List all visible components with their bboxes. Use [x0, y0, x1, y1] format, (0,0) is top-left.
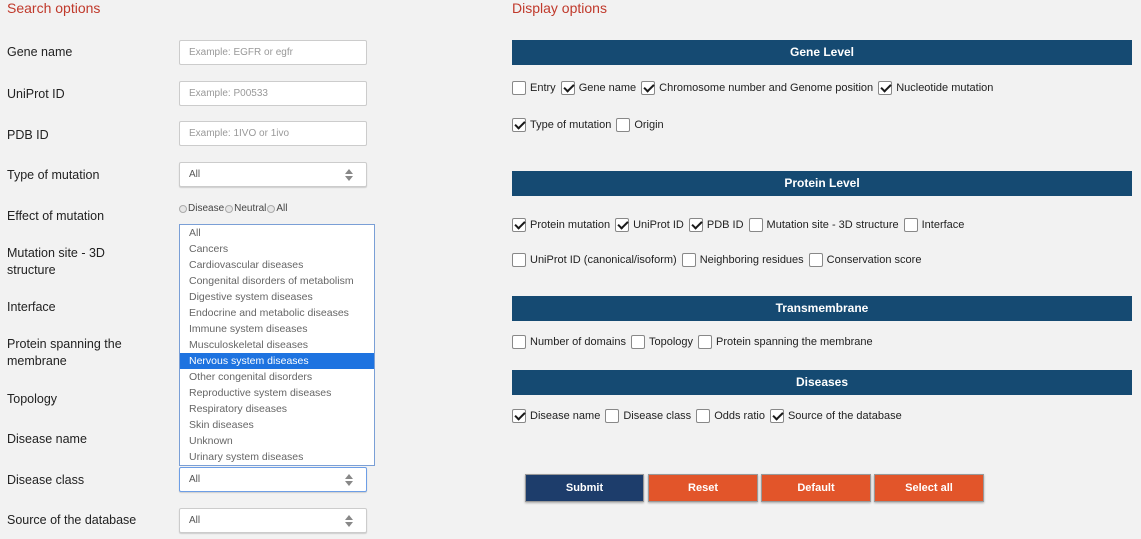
display-option[interactable] [682, 253, 804, 267]
checkbox-icon[interactable] [749, 218, 763, 232]
disease-class-option[interactable]: Digestive system diseases [189, 291, 313, 303]
disease-class-option[interactable]: Musculoskeletal diseases [189, 339, 309, 351]
display-option[interactable] [689, 218, 744, 232]
checkbox-icon[interactable] [696, 409, 710, 423]
disease-class-option[interactable]: Nervous system diseases [180, 353, 374, 369]
display-option-label: Origin [634, 119, 664, 131]
display-option-label: Mutation site - 3D structure [766, 219, 899, 231]
checkbox-checked-icon[interactable] [512, 409, 526, 423]
checkbox-icon[interactable] [698, 335, 712, 349]
display-option[interactable] [512, 81, 556, 95]
uniprot-id-input[interactable] [179, 81, 367, 106]
display-option[interactable] [512, 218, 610, 232]
disease-class-option[interactable]: Other congenital disorders [189, 371, 313, 383]
effect-radio-all[interactable] [267, 203, 287, 214]
effect-of-mutation-radios [179, 203, 289, 214]
checkbox-checked-icon[interactable] [615, 218, 629, 232]
display-option[interactable] [561, 81, 636, 95]
search-options-title: Search options [7, 0, 101, 16]
display-options-title: Display options [512, 0, 607, 16]
disease-class-option[interactable]: Respiratory diseases [189, 403, 288, 415]
display-option-label: Disease name [530, 410, 601, 422]
display-option-label: Neighboring residues [699, 254, 804, 266]
checkbox-icon[interactable] [605, 409, 619, 423]
checkbox-icon[interactable] [682, 253, 696, 267]
disease-class-option[interactable]: Cancers [189, 243, 229, 255]
checkbox-icon[interactable] [904, 218, 918, 232]
effect-radio-neutral[interactable] [225, 203, 266, 214]
protein-level-header: Protein Level [512, 171, 1132, 196]
display-option-label: Disease class [623, 410, 692, 422]
pdb-id-input[interactable] [179, 121, 367, 146]
display-option[interactable] [904, 218, 965, 232]
display-option[interactable] [641, 81, 873, 95]
effect-radio-label: Disease [188, 203, 225, 214]
diseases-header: Diseases [512, 370, 1132, 395]
display-option-label: Conservation score [826, 254, 922, 266]
checkbox-icon[interactable] [616, 118, 630, 132]
source-db-label: Source of the database [7, 513, 137, 527]
display-option-label: Nucleotide mutation [896, 82, 994, 94]
transmembrane-row-1 [512, 335, 878, 349]
disease-class-option[interactable]: Reproductive system diseases [189, 387, 332, 399]
radio-icon[interactable] [267, 205, 275, 213]
disease-class-value: All [189, 474, 201, 485]
display-option-label: Gene name [578, 82, 637, 94]
effect-radio-label: All [276, 203, 288, 214]
topology-label: Topology [7, 392, 58, 406]
radio-icon[interactable] [225, 205, 233, 213]
submit-button[interactable]: Submit [525, 474, 644, 502]
display-option[interactable] [616, 118, 663, 132]
select-arrows-icon [344, 168, 354, 182]
checkbox-checked-icon[interactable] [512, 218, 526, 232]
disease-class-option[interactable]: Immune system diseases [189, 323, 308, 335]
display-option-label: Chromosome number and Genome position [659, 82, 874, 94]
radio-icon[interactable] [179, 205, 187, 213]
diseases-row-1 [512, 409, 907, 423]
type-of-mutation-value: All [189, 169, 201, 180]
gene-level-row-2 [512, 118, 669, 132]
checkbox-icon[interactable] [809, 253, 823, 267]
display-option[interactable] [512, 335, 626, 349]
disease-class-option[interactable]: Unknown [189, 435, 233, 447]
display-option-label: UniProt ID (canonical/isoform) [530, 254, 677, 266]
display-option[interactable] [605, 409, 691, 423]
display-option-label: UniProt ID [633, 219, 684, 231]
display-option[interactable] [698, 335, 873, 349]
gene-name-input[interactable] [179, 40, 367, 65]
display-option-label: Interface [921, 219, 965, 231]
source-db-value: All [189, 515, 201, 526]
checkbox-icon[interactable] [512, 335, 526, 349]
mutation-site-label: Mutation site - 3D structure [7, 246, 105, 277]
display-option-label: Protein mutation [530, 219, 611, 231]
checkbox-checked-icon[interactable] [641, 81, 655, 95]
select-arrows-icon [344, 514, 354, 528]
display-option-label: Protein spanning the membrane [716, 336, 873, 348]
display-option-label: Source of the database [787, 410, 902, 422]
effect-of-mutation-label: Effect of mutation [7, 209, 105, 223]
transmembrane-header: Transmembrane [512, 296, 1132, 321]
effect-radio-disease[interactable] [179, 203, 224, 214]
default-button[interactable]: Default [761, 474, 871, 502]
protein-level-row-1 [512, 218, 969, 232]
disease-class-option[interactable]: All [189, 227, 201, 239]
display-option-label: PDB ID [706, 219, 744, 231]
checkbox-checked-icon[interactable] [689, 218, 703, 232]
checkbox-icon[interactable] [512, 253, 526, 267]
gene-level-header: Gene Level [512, 40, 1132, 65]
effect-radio-label: Neutral [234, 203, 267, 214]
disease-class-option[interactable]: Congenital disorders of metabolism [189, 275, 354, 287]
interface-label: Interface [7, 300, 56, 314]
reset-button[interactable]: Reset [648, 474, 758, 502]
display-option-label: Type of mutation [530, 119, 612, 131]
display-option-label: Number of domains [530, 336, 626, 348]
disease-class-option[interactable]: Skin diseases [189, 419, 254, 431]
checkbox-icon[interactable] [512, 81, 526, 95]
display-option[interactable] [809, 253, 922, 267]
select-all-button[interactable]: Select all [874, 474, 984, 502]
pdb-id-label: PDB ID [7, 128, 49, 142]
gene-level-row-1 [512, 81, 998, 95]
display-option[interactable] [770, 409, 902, 423]
disease-class-dropdown-list[interactable] [179, 224, 375, 466]
disease-name-label: Disease name [7, 432, 87, 446]
display-option[interactable] [631, 335, 693, 349]
display-option[interactable] [512, 409, 600, 423]
checkbox-checked-icon[interactable] [512, 118, 526, 132]
disease-class-option[interactable]: Cardiovascular diseases [189, 259, 304, 271]
display-option[interactable] [512, 253, 677, 267]
display-option[interactable] [749, 218, 899, 232]
checkbox-icon[interactable] [631, 335, 645, 349]
disease-class-option[interactable]: Endocrine and metabolic diseases [189, 307, 349, 319]
display-option[interactable] [878, 81, 993, 95]
uniprot-id-label: UniProt ID [7, 87, 65, 101]
display-option-label: Entry [530, 82, 556, 94]
checkbox-checked-icon[interactable] [878, 81, 892, 95]
type-of-mutation-label: Type of mutation [7, 168, 100, 182]
display-option-label: Odds ratio [714, 410, 765, 422]
display-option-label: Topology [649, 336, 694, 348]
gene-name-label: Gene name [7, 45, 73, 59]
type-of-mutation-select[interactable] [179, 162, 367, 187]
checkbox-checked-icon[interactable] [561, 81, 575, 95]
source-db-select[interactable] [179, 508, 367, 533]
display-option[interactable] [512, 118, 611, 132]
display-option[interactable] [696, 409, 765, 423]
protein-spanning-label: Protein spanning the membrane [7, 337, 122, 368]
checkbox-checked-icon[interactable] [770, 409, 784, 423]
disease-class-label: Disease class [7, 473, 85, 487]
select-arrows-icon [344, 473, 354, 487]
display-option[interactable] [615, 218, 684, 232]
protein-level-row-2 [512, 253, 926, 267]
disease-class-select[interactable] [179, 467, 367, 492]
disease-class-option[interactable]: Urinary system diseases [189, 451, 304, 463]
